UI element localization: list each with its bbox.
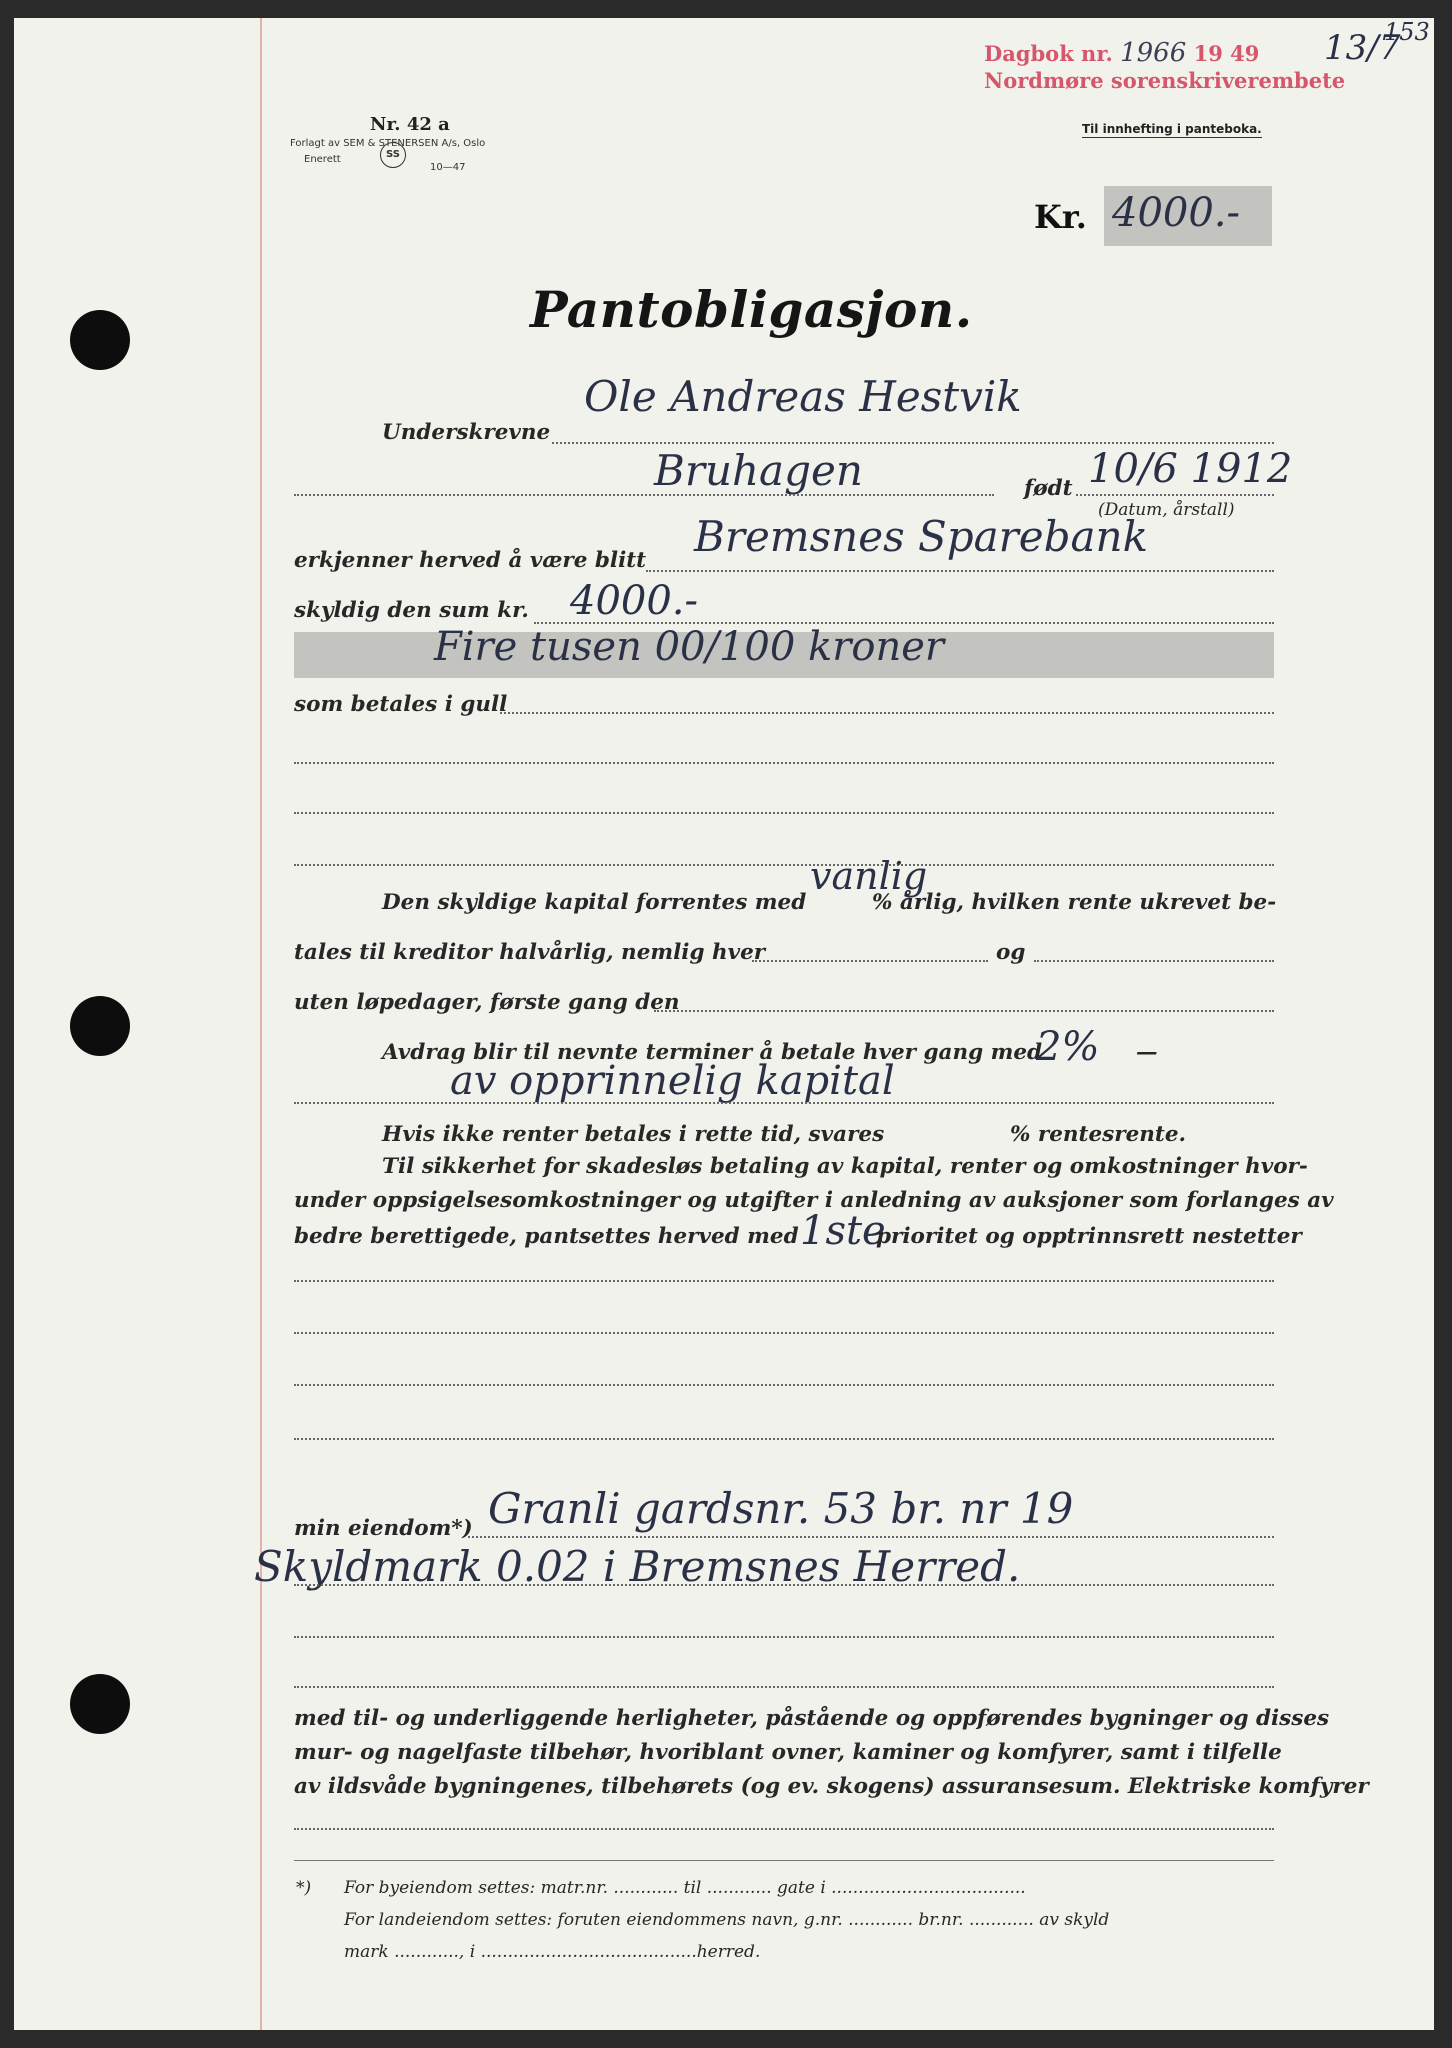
entry-number: 1966 bbox=[1120, 38, 1187, 68]
blank-line-5 bbox=[294, 1332, 1274, 1334]
gold-label: som betales i gull bbox=[294, 692, 508, 717]
registry-stamp-line1 bbox=[984, 38, 1259, 68]
halfyear-og: og bbox=[996, 940, 1026, 965]
property-line-2 bbox=[294, 1584, 1274, 1586]
born-value: 10/6 1912 bbox=[1088, 446, 1293, 492]
registry-stamp-line2: Nordmøre sorenskriverembete bbox=[984, 68, 1346, 93]
publisher-date: 10—47 bbox=[430, 162, 466, 173]
halfyear-label: tales til kreditor halvårlig, nemlig hver bbox=[294, 940, 766, 965]
security-line3: bedre berettigede, pantsettes herved med bbox=[294, 1224, 799, 1249]
footnote-line2: For landeiendom settes: foruten eiendommens navn, g.nr. ............ br.nr. ............ av skyld bbox=[344, 1910, 1110, 1930]
address-line bbox=[294, 494, 994, 496]
form-number: Nr. 42 a bbox=[370, 114, 450, 135]
page-mark: 153 bbox=[1384, 18, 1430, 46]
rentes-rest: % rentesrente. bbox=[1010, 1122, 1186, 1147]
security-line2: under oppsigelsesomkostninger og utgifter i anledning av auksjoner som forlanges av bbox=[294, 1188, 1334, 1213]
publisher-line1: Forlagt av SEM & STENERSEN A/s, Oslo bbox=[290, 138, 486, 149]
halfyear-line-2 bbox=[1034, 960, 1274, 962]
closing-line3: av ildsvåde bygningenes, tilbehørets (og ev. skogens) assuransesum. Elektriske komfyrer bbox=[294, 1774, 1369, 1799]
acknowledge-line bbox=[646, 570, 1274, 572]
first-date-line bbox=[654, 1010, 1274, 1012]
stamp-prefix: Dagbok nr. bbox=[984, 41, 1113, 66]
footnote-marker: *) bbox=[296, 1878, 312, 1898]
footnote-rule bbox=[294, 1860, 1274, 1861]
document-page bbox=[14, 18, 1434, 2030]
closing-line2: mur- og nagelfaste tilbehør, hvoriblant ovner, kaminer og komfyrer, samt i tilfelle bbox=[294, 1740, 1282, 1765]
punch-hole-bottom bbox=[70, 1674, 130, 1734]
publisher-logo-text: SS bbox=[386, 149, 400, 160]
margin-line bbox=[260, 18, 262, 2030]
acknowledge-label: erkjenner herved å være blitt bbox=[294, 548, 647, 573]
undersigned-line bbox=[552, 442, 1274, 444]
avdrag-line bbox=[294, 1102, 1274, 1104]
address-value: Bruhagen bbox=[654, 446, 863, 495]
avdrag-dash: — bbox=[1136, 1040, 1158, 1065]
blank-line-6 bbox=[294, 1384, 1274, 1386]
blank-line-2 bbox=[294, 812, 1274, 814]
publisher-line2: Enerett bbox=[304, 154, 341, 165]
blank-line-8 bbox=[294, 1636, 1274, 1638]
debt-value: 4000.- bbox=[570, 578, 699, 624]
footnote-line1: For byeiendom settes: matr.nr. ............ til ............ gate i .................................... bbox=[344, 1878, 1026, 1898]
halfyear-line-1 bbox=[752, 960, 988, 962]
born-label: født bbox=[1024, 476, 1073, 501]
avdrag-label: Avdrag blir til nevnte terminer å betale hver gang med bbox=[382, 1040, 1043, 1065]
property-value-1: Granli gardsnr. 53 br. nr 19 bbox=[488, 1484, 1074, 1533]
first-date-label: uten løpedager, første gang den bbox=[294, 990, 680, 1015]
amount-words: Fire tusen 00/100 kroner bbox=[434, 624, 944, 670]
born-line bbox=[1076, 494, 1274, 496]
property-label: min eiendom*) bbox=[294, 1516, 473, 1541]
born-hint: (Datum, årstall) bbox=[1098, 500, 1235, 520]
blank-line-3 bbox=[294, 864, 1274, 866]
publisher-logo bbox=[380, 142, 406, 168]
amount-value: 4000.- bbox=[1112, 190, 1241, 236]
property-value-2: Skyldmark 0.02 i Bremsnes Herred. bbox=[254, 1542, 1021, 1591]
interest-rest: % årlig, hvilken rente ukrevet be- bbox=[872, 890, 1277, 915]
security-line3-rest: prioritet og opptrinnsrett nestetter bbox=[876, 1224, 1302, 1249]
blank-line-1 bbox=[294, 762, 1274, 764]
debt-label: skyldig den sum kr. bbox=[294, 598, 529, 623]
closing-line1: med til- og underliggende herligheter, påstående og oppførendes bygninger og disses bbox=[294, 1706, 1330, 1731]
purpose-note: Til innhefting i panteboka. bbox=[1082, 122, 1262, 136]
amount-label: Kr. bbox=[1034, 198, 1087, 236]
blank-line-9 bbox=[294, 1686, 1274, 1688]
security-line1: Til sikkerhet for skadesløs betaling av kapital, renter og omkostninger hvor- bbox=[382, 1154, 1308, 1179]
interest-label: Den skyldige kapital forrentes med bbox=[382, 890, 807, 915]
undersigned-label: Underskrevne bbox=[382, 420, 551, 445]
undersigned-value: Ole Andreas Hestvik bbox=[584, 372, 1022, 421]
rentes-label: Hvis ikke renter betales i rette tid, svares bbox=[382, 1122, 885, 1147]
blank-line-4 bbox=[294, 1280, 1274, 1282]
punch-hole-middle bbox=[70, 996, 130, 1056]
entry-year: 19 49 bbox=[1193, 41, 1260, 66]
priority-value: 1ste bbox=[800, 1208, 886, 1254]
blank-line-7 bbox=[294, 1438, 1274, 1440]
corner-date: 13/7 bbox=[1324, 28, 1401, 68]
interest-value: vanlig bbox=[810, 854, 928, 898]
closing-line-4 bbox=[294, 1828, 1274, 1830]
document-title: Pantobligasjon. bbox=[530, 280, 973, 339]
avdrag-line2: av opprinnelig kapital bbox=[450, 1058, 895, 1104]
gold-line bbox=[500, 712, 1274, 714]
avdrag-value: 2% bbox=[1036, 1024, 1100, 1070]
property-line-1 bbox=[468, 1536, 1274, 1538]
acknowledge-value: Bremsnes Sparebank bbox=[694, 512, 1149, 561]
footnote-line3: mark ............, i ........................................herred. bbox=[344, 1942, 761, 1962]
punch-hole-top bbox=[70, 310, 130, 370]
